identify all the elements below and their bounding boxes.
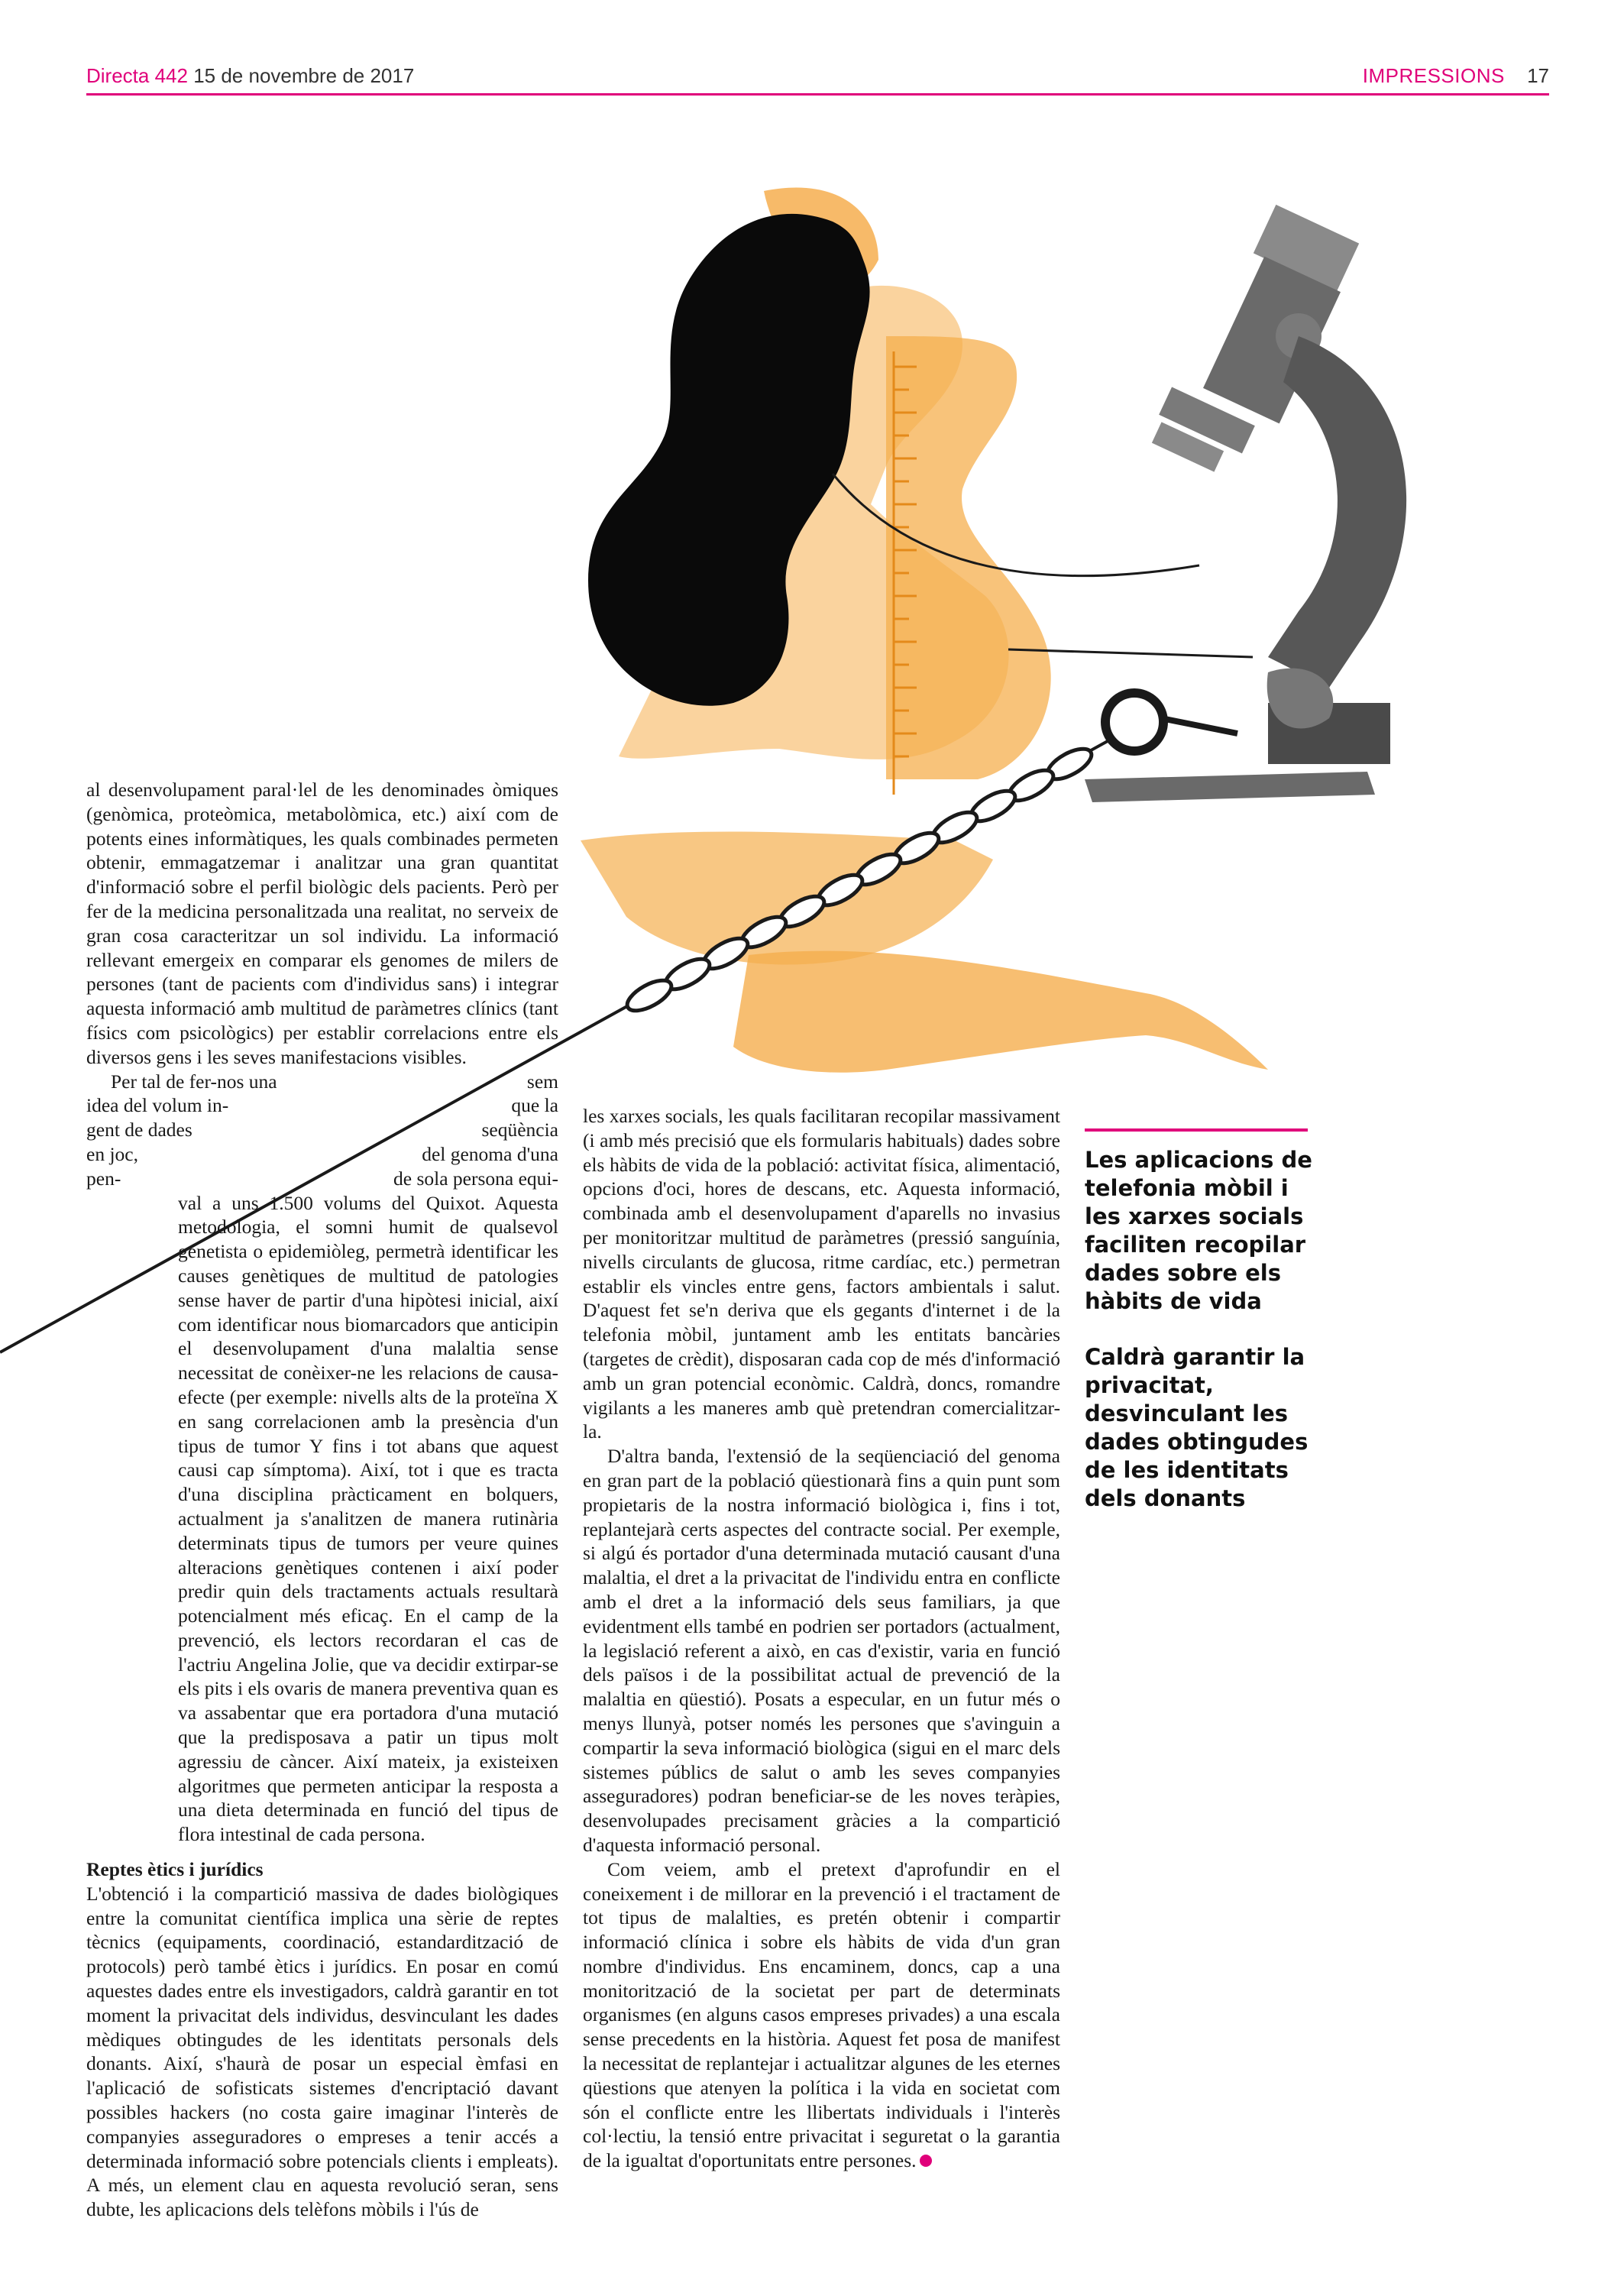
wrapped-line-right: que la: [511, 1094, 558, 1117]
page-header: [0, 0, 1624, 99]
wrapped-line: [86, 1118, 558, 1142]
wrapped-line-left: idea del volum in-: [86, 1094, 229, 1117]
sidebar-rule: [1085, 1128, 1308, 1132]
article-column-1: [86, 778, 558, 2222]
wrapped-line-right: sem: [526, 1070, 558, 1093]
wrapped-line: [86, 1070, 558, 1094]
end-dot: [920, 2155, 932, 2167]
wrapped-line-right: del genoma d'una: [422, 1142, 558, 1165]
column2-paragraph-3-text: Com veiem, amb el pretext d'aprofundir en el coneixement i de millorar en la prevenció i el tractament de tot tipus de malalties, es pretén obtenir i compartir informació clínica i sobre els hàbits de vida d'un gran nombre d'individus. Ens encaminem, doncs, cap a una monitorització de la societat per part de determinats organismes (en alguns casos empreses privades) a una escala sense precedents en la història. Aquest fet posa de manifest la necessitat de replantejar i actualitzar algunes de les eternes qüestions que atenyen la política i la vida en societat com són el conflicte entre les llibertats individuals i l'interès col·lectiu, la tensió entre privacitat i seguretat o la garantia de la igualtat d'oportunitats entre persones.: [583, 1857, 1060, 2172]
article-column-2: [583, 1104, 1060, 2173]
wrapped-line: [86, 1167, 558, 1191]
issue-date: 15 de novembre de 2017: [193, 64, 415, 87]
subheading-reptes: Reptes ètics i jurídics: [86, 1858, 264, 1881]
wrapped-line-left: en joc,: [86, 1142, 138, 1165]
pull-quote-1: Les aplicacions de telefonia mòbil i les xarxes socials faciliten recopilar dades sobre els hàbits de vida: [1085, 1147, 1312, 1314]
wrapped-line-right: seqüència: [481, 1119, 558, 1141]
column1-paragraph-1: al desenvolupament paral·lel de les denominades òmiques (genòmica, proteòmica, metabolòmica, etc.) així com de potents eines informàtiques, les quals combinades permeten obtenir, emmagatzemar i analitzar una gran quantitat d'informació sobre el perfil biològic dels pacients. Però per fer de la medicina personalitzada una realitat, no serveix de gran cosa caracteritzar un sol individu. La informació rellevant emergeix en comparar els genomes de milers de persones (tant de pacients com d'individus sans) i integrar aquesta informació amb multitud de paràmetres clínics (tant físics com psicològics) per establir correlacions entre els diversos gens i les seves manifestacions visibles.: [86, 779, 558, 1068]
magazine-name: Directa 442: [86, 64, 188, 87]
wrapped-line: [86, 1142, 558, 1167]
column2-paragraph-3: [583, 1857, 1060, 2173]
section-name: IMPRESSIONS: [1362, 64, 1505, 87]
microscope: [1085, 205, 1406, 802]
wrapped-line: [86, 1093, 558, 1118]
header-section: [1363, 64, 1549, 88]
magnifier: [1105, 693, 1237, 751]
column2-paragraph-1: les xarxes socials, les quals facilitaran recopilar massivament (i amb més precisió que els formularis habituals) dades sobre els hàbits de vida de la població: activitat física, alimentació, opcions d'oci, hores de descans, etc. Aquesta informació, combinada amb el desenvolupament d'aparells no invasius per monitoritzar multitud de paràmetres (pressió sanguínia, nivells circulants de glucosa, ritme cardíac, etc.) permetran establir els vincles entre gens, factors ambientals i salut. D'aquest fet se'n deriva que els gegants d'internet i de la telefonia mòbil, juntament amb les entitats bancàries (targetes de crèdit), disposaran cada cop de més d'informació amb un gran potencial econòmic. Caldrà, doncs, romandre vigilants a les maneres amb què pretendran comercialitzar-la.: [583, 1105, 1060, 1443]
wrapped-line-left: gent de dades: [86, 1119, 192, 1141]
pull-quotes: [1085, 1146, 1312, 1540]
wrapped-line-left: pen-: [86, 1167, 121, 1190]
wrapped-line-right: de sola persona equi-: [393, 1167, 558, 1190]
header-publication: [86, 64, 414, 88]
column1-wrapped-lines: [86, 1070, 558, 1191]
column1-paragraph-3: L'obtenció i la compartició massiva de dades biològiques entre la comunitat científica implica una sèrie de reptes tècnics (equipaments, coordinació, estandardització de protocols) però també ètics i jurídics. En posar en comú aquestes dades entre els investigadors, caldrà garantir en tot moment la privacitat dels individus, desvinculant les dades mèdiques obtingudes de les identitats personals dels donants. Així, s'haurà de posar un especial èmfasi en l'aplicació de sofisticats sistemes d'encriptació davant possibles hackers (no costa gaire imaginar l'interès de companyies asseguradores o empreses a tenir accés a determinada informació sobre potencials clients i empleats). A més, un element clau en aquesta revolució seran, sens dubte, les aplicacions dels telèfons mòbils i l'ús de: [86, 1882, 558, 2221]
wrapped-line-left: Per tal de fer-nos una: [111, 1070, 277, 1093]
column2-paragraph-2: D'altra banda, l'extensió de la seqüenciació del genoma en gran part de la població qüestionarà fins a quin punt som propietaris de la nostra informació biològica i, fins i tot, replantejarà certs aspectes del contracte social. Per exemple, si algú és portador d'una determinada mutació causant d'una malaltia, el dret a la privacitat de l'individu entra en conflicte amb el dret a la informació dels seus familiars, ja que evidentment ells també en podrien ser portadors (actualment, la legislació referent a això, en cas d'existir, varia en funció dels països i de la possibilitat actual de prevenció de la malaltia en qüestió). Posats a especular, en un futur més o menys llunyà, potser només les persones que s'avinguin a compartir la seva informació biològica (sigui en el marc dels sistemes públics de salut o amb les seves companyies asseguradores) podran beneficiar-se de les noves teràpies, desenvolupades precisament gràcies a la compartició d'aquesta informació personal.: [583, 1445, 1060, 1856]
column1-paragraph-2: val a uns 1.500 volums del Quixot. Aquesta metodologia, el somni humit de qualsevol genetista o epidemiòleg, permetrà identificar les causes genètiques de multitud de patologies sense haver de partir d'una hipòtesi inicial, així com identificar nous biomarcadors que anticipin el desenvolupament d'una malaltia sense necessitat de conèixer-ne les relacions de causa-efecte (per exemple: nivells alts de la proteïna X en sang correlacionen amb la presència d'un tipus de tumor Y fins i tot abans que aquest causi cap símptoma). Així, tot i que es tracta d'una disciplina pràcticament en bolquers, actualment ja s'analitzen de manera rutinària determinats tipus de tumors per veure quines alteracions genètiques contenen i així poder predir quin dels tractaments actuals resultarà potencialment més eficaç. En el camp de la prevenció, els lectors recordaran el cas de l'actriu Angelina Jolie, que va decidir extirpar-se els pits i els ovaris de manera preventiva quan es va assabentar que era portadora d'una mutació que la predisposava a patir un tipus molt agressiu de càncer. Així mateix, ja existeixen algoritmes que permeten anticipar la resposta a una dieta determinada en funció del tipus de flora intestinal de cada persona.: [178, 1191, 558, 1846]
header-rule: [86, 93, 1549, 96]
pull-quote-2: Caldrà garantir la privacitat, desvinculant les dades obtingudes de les identitats dels donants: [1085, 1344, 1309, 1511]
page-number: 17: [1527, 64, 1549, 87]
